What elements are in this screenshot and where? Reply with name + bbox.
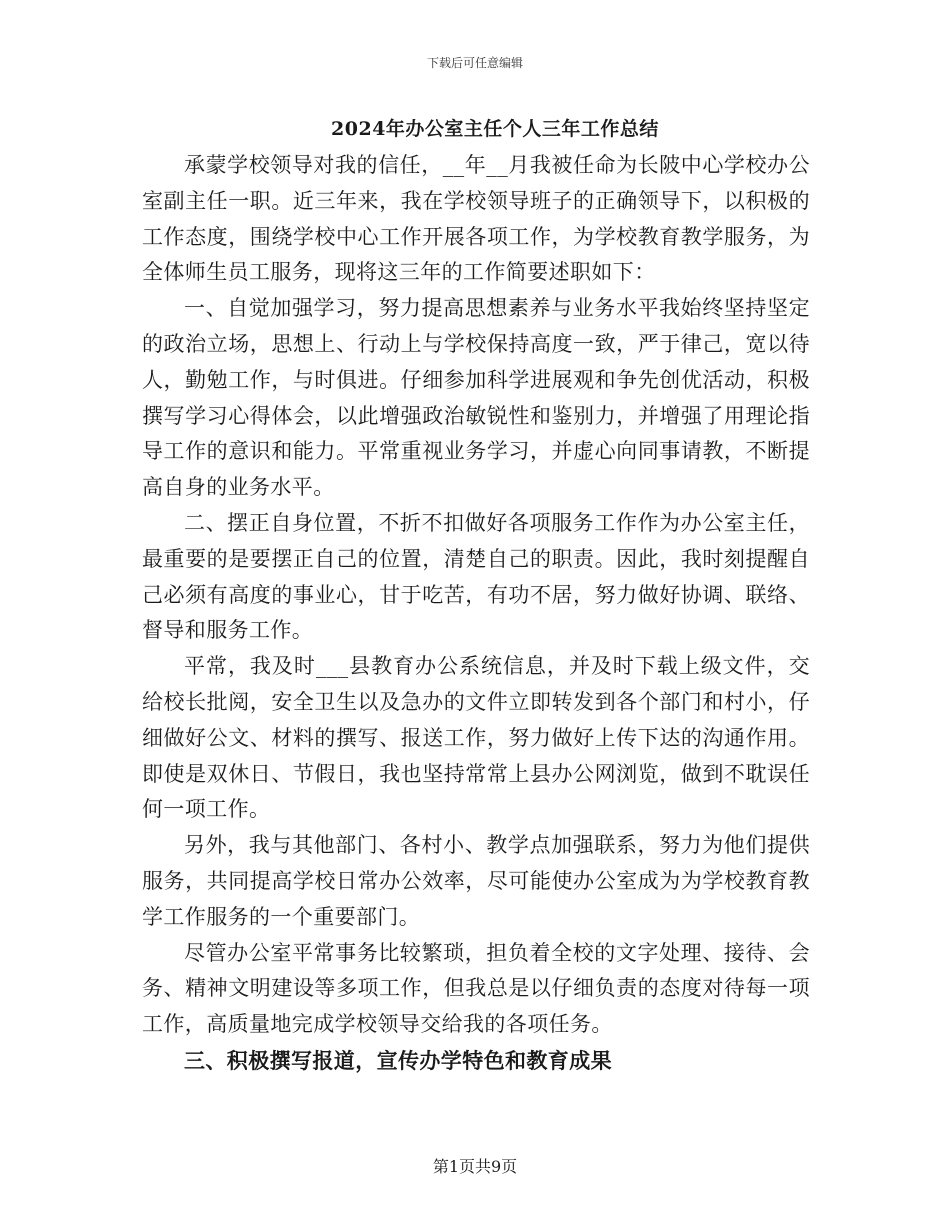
page-number: 第1页共9页	[432, 1157, 518, 1176]
paragraph-section-two: 二、摆正自身位置，不折不扣做好各项服务工作作为办公室主任，最重要的是要摆正自己的位置，清楚自己的职责。因此，我时刻提醒自己必须有高度的事业心，甘于吃苦，有功不居，努力做好协调、联络、督导和服务工作。	[142, 510, 810, 643]
paragraph-section-one: 一、自觉加强学习，努力提高思想素养与业务水平我始终坚持坚定的政治立场，思想上、行动上与学校保持高度一致，严于律己，宽以待人，勤勉工作，与时俱进。仔细参加科学进展观和争先创优活动，积极撰写学习心得体会，以此增强政治敏锐性和鉴别力，并增强了用理论指导工作的意识和能力。平常重视业务学习，并虚心向同事请教，不断提高自身的业务水平。	[142, 296, 810, 500]
document-title: 2024年办公室主任个人三年工作总结	[331, 118, 659, 140]
paragraph-intro: 承蒙学校领导对我的信任，__年__月我被任命为长陂中心学校办公室副主任一职。近三年来，我在学校领导班子的正确领导下，以积极的工作态度，围绕学校中心工作开展各项工作，为学校教育教学服务，为全体师生员工服务，现将这三年的工作简要述职如下：	[142, 153, 810, 285]
paragraph-office-duties: 尽管办公室平常事务比较繁琐，担负着全校的文字处理、接待、会务、精神文明建设等多项工作，但我总是以仔细负责的态度对待每一项工作，高质量地完成学校领导交给我的各项任务。	[142, 940, 810, 1037]
paragraph-daily-work: 平常，我及时___县教育办公系统信息，并及时下载上级文件，交给校长批阅，安全卫生以及急办的文件立即转发到各个部门和村小，仔细做好公文、材料的撰写、报送工作，努力做好上传下达的沟通作用。即使是双休日、节假日，我也坚持常常上县办公网浏览，做到不耽误任何一项工作。	[142, 654, 810, 822]
paragraph-liaison: 另外，我与其他部门、各村小、教学点加强联系，努力为他们提供服务，共同提高学校日常办公效率，尽可能使办公室成为为学校教育教学工作服务的一个重要部门。	[142, 833, 810, 929]
section-heading-three: 三、积极撰写报道，宣传办学特色和教育成果	[184, 1047, 612, 1073]
document-body	[142, 148, 810, 1079]
header-note: 下载后可任意编辑	[426, 56, 523, 70]
